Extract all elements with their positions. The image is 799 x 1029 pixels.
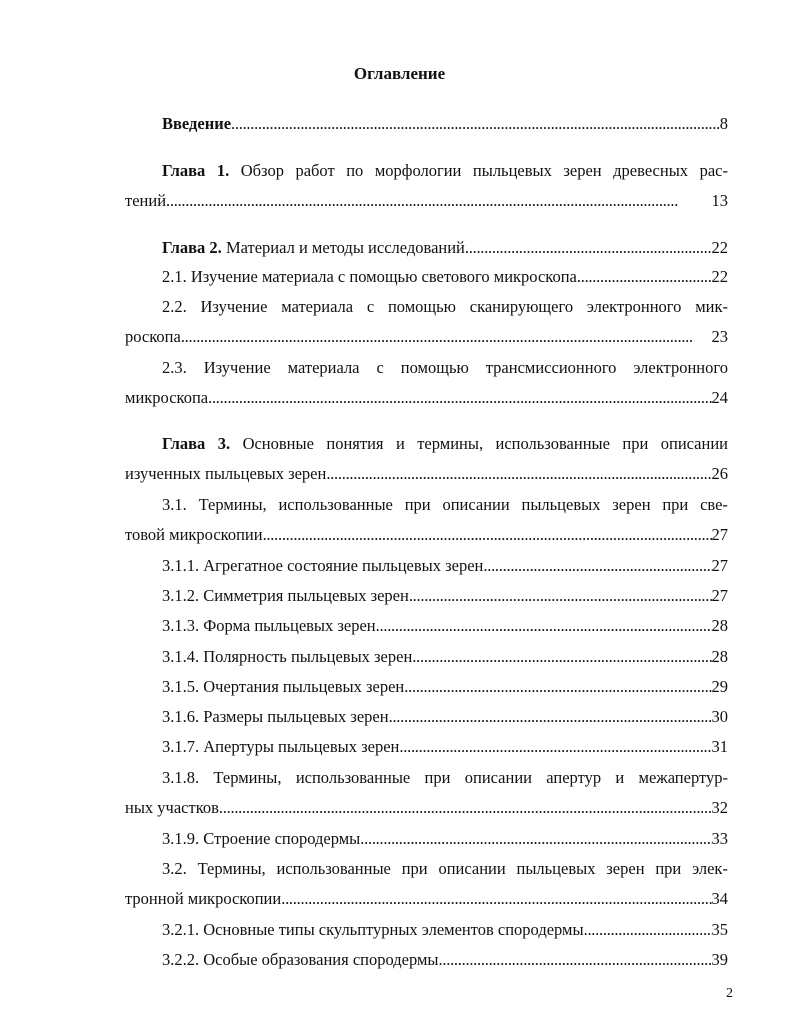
toc-leader bbox=[231, 113, 720, 135]
toc-word: зерен bbox=[606, 859, 645, 878]
toc-entry-3-1-2[interactable] bbox=[125, 585, 728, 607]
toc-word: при bbox=[401, 859, 428, 878]
toc-entry-2-3-line1[interactable] bbox=[162, 357, 728, 379]
toc-entry-2-2-line1[interactable] bbox=[162, 296, 728, 318]
toc-entry-3-2-1[interactable] bbox=[125, 919, 728, 941]
toc-word: понятия bbox=[326, 434, 384, 453]
toc-word: использованные bbox=[495, 434, 610, 453]
toc-entry-3-1-7[interactable] bbox=[125, 736, 728, 758]
toc-entry-ch3-line2[interactable] bbox=[125, 463, 728, 485]
toc-page: 30 bbox=[711, 707, 728, 726]
toc-entry-3-1-6[interactable] bbox=[125, 706, 728, 728]
toc-leader bbox=[465, 237, 712, 259]
toc-word: использованные bbox=[278, 495, 393, 514]
toc-entry-2-2-line2[interactable] bbox=[125, 326, 728, 348]
toc-word: межапертур- bbox=[638, 768, 728, 787]
toc-leader bbox=[219, 797, 712, 819]
toc-word: термины, bbox=[417, 434, 484, 453]
toc-word: при bbox=[662, 495, 689, 514]
toc-chapter-label: Глава 2. bbox=[162, 238, 222, 257]
toc-leader bbox=[181, 326, 712, 348]
toc-word: Термины, bbox=[198, 495, 267, 514]
toc-word: материала bbox=[287, 358, 360, 377]
toc-leader bbox=[166, 190, 711, 212]
toc-text: 3.1.6. Размеры пыльцевых зерен bbox=[162, 707, 389, 726]
toc-word: описании bbox=[442, 495, 510, 514]
toc-leader bbox=[389, 706, 712, 728]
toc-word: при bbox=[424, 768, 451, 787]
toc-leader bbox=[439, 949, 712, 971]
toc-word: и bbox=[395, 434, 405, 453]
toc-word: Глава bbox=[162, 161, 206, 180]
toc-text: 3.1.5. Очертания пыльцевых зерен bbox=[162, 677, 405, 696]
toc-page: 22 bbox=[711, 267, 728, 286]
toc-page: 35 bbox=[711, 920, 728, 939]
toc-word: 1. bbox=[216, 161, 230, 180]
toc-page: 23 bbox=[711, 327, 728, 346]
toc-entry-3-1-3[interactable] bbox=[125, 615, 728, 637]
toc-text: 2.1. Изучение материала с помощью светового микроскопа bbox=[162, 267, 577, 286]
toc-entry-3-2-line1[interactable] bbox=[162, 858, 728, 880]
toc-leader bbox=[399, 736, 711, 758]
toc-word: по bbox=[346, 161, 364, 180]
toc-word: с bbox=[376, 358, 384, 377]
toc-word: работ bbox=[295, 161, 335, 180]
toc-entry-3-1-8-line1[interactable] bbox=[162, 767, 728, 789]
toc-page: 27 bbox=[711, 556, 728, 575]
toc-text: 3.1.1. Агрегатное состояние пыльцевых зерен bbox=[162, 556, 484, 575]
toc-entry-ch1-line1[interactable] bbox=[162, 160, 728, 182]
toc-leader bbox=[263, 524, 712, 546]
toc-leader bbox=[376, 615, 712, 637]
toc-entry-3-1-8-line2[interactable] bbox=[125, 797, 728, 819]
toc-word: электронного bbox=[633, 358, 728, 377]
toc-entry-ch2[interactable] bbox=[125, 237, 728, 259]
toc-page: 29 bbox=[711, 677, 728, 696]
toc-word: сканирующего bbox=[469, 297, 574, 316]
toc-word: с bbox=[366, 297, 375, 316]
toc-word: морфологии bbox=[374, 161, 462, 180]
toc-leader bbox=[281, 888, 711, 910]
toc-label: Введение bbox=[162, 114, 232, 133]
toc-page: 28 bbox=[711, 616, 728, 635]
toc-word: зерен bbox=[612, 495, 651, 514]
toc-entry-3-1-4[interactable] bbox=[125, 646, 728, 668]
toc-text: изученных пыльцевых зерен bbox=[125, 464, 327, 483]
toc-entry-3-1-9[interactable] bbox=[125, 828, 728, 850]
toc-text: 3.2.2. Особые образования спородермы bbox=[162, 950, 439, 969]
toc-word: древесных bbox=[613, 161, 689, 180]
toc-text: роскопа bbox=[125, 327, 181, 346]
toc-text: 3.1.7. Апертуры пыльцевых зерен bbox=[162, 737, 400, 756]
toc-page: 13 bbox=[711, 191, 728, 210]
toc-text: тений bbox=[125, 191, 167, 210]
toc-leader bbox=[360, 828, 711, 850]
toc-entry-3-1-line2[interactable] bbox=[125, 524, 728, 546]
toc-word: апертур bbox=[546, 768, 602, 787]
toc-page: 39 bbox=[711, 950, 728, 969]
toc-word: Глава bbox=[162, 434, 206, 453]
toc-word: Термины, bbox=[197, 859, 266, 878]
toc-word: элек- bbox=[692, 859, 728, 878]
toc-word: све- bbox=[700, 495, 728, 514]
toc-word: при bbox=[655, 859, 682, 878]
toc-word: пыльцевых bbox=[472, 161, 552, 180]
toc-word: описании bbox=[464, 768, 532, 787]
toc-word: рас- bbox=[699, 161, 728, 180]
toc-entry-2-1[interactable] bbox=[125, 266, 728, 288]
toc-entry-3-1-5[interactable] bbox=[125, 676, 728, 698]
toc-word: Изучение bbox=[203, 358, 271, 377]
toc-text: тронной микроскопии bbox=[125, 889, 282, 908]
toc-page: 32 bbox=[711, 798, 728, 817]
toc-leader bbox=[577, 266, 712, 288]
toc-entry-intro[interactable] bbox=[125, 113, 728, 135]
toc-leader bbox=[409, 585, 712, 607]
toc-leader bbox=[208, 387, 711, 409]
toc-text: товой микроскопии bbox=[125, 525, 263, 544]
toc-page: 31 bbox=[711, 737, 728, 756]
toc-page: 24 bbox=[711, 388, 728, 407]
toc-text: 3.2.1. Основные типы скульптурных элементов спородермы bbox=[162, 920, 584, 939]
toc-word: Основные bbox=[242, 434, 314, 453]
toc-entry-2-3-line2[interactable] bbox=[125, 387, 728, 409]
toc-page: 33 bbox=[711, 829, 728, 848]
toc-word: и bbox=[615, 768, 625, 787]
toc-entry-3-1-1[interactable] bbox=[125, 555, 728, 577]
toc-entry-3-1-line1[interactable] bbox=[162, 494, 728, 516]
toc-page: 27 bbox=[711, 525, 728, 544]
toc-word: Обзор bbox=[240, 161, 284, 180]
toc-word: Термины, bbox=[213, 768, 282, 787]
toc-word: использованные bbox=[295, 768, 411, 787]
toc-text: 3.1.4. Полярность пыльцевых зерен bbox=[162, 647, 413, 666]
toc-leader bbox=[404, 676, 711, 698]
toc-word: 3.2. bbox=[162, 859, 187, 878]
toc-page: 34 bbox=[711, 889, 728, 908]
toc-word: пыльцевых bbox=[516, 859, 596, 878]
toc-word: помощью bbox=[387, 297, 456, 316]
toc-word: 2.2. bbox=[162, 297, 187, 316]
toc-text: 3.1.3. Форма пыльцевых зерен bbox=[162, 616, 376, 635]
toc-page: 8 bbox=[719, 114, 728, 133]
toc-word: мик- bbox=[695, 297, 728, 316]
toc-word: описании bbox=[660, 434, 728, 453]
toc-word: Изучение bbox=[200, 297, 268, 316]
toc-word: 3.1. bbox=[162, 495, 187, 514]
toc-word: при bbox=[622, 434, 649, 453]
toc-text: ных участков bbox=[125, 798, 219, 817]
toc-entry-3-2-line2[interactable] bbox=[125, 888, 728, 910]
toc-word: при bbox=[404, 495, 431, 514]
toc-text: 3.1.9. Строение спородермы bbox=[162, 829, 361, 848]
toc-word: описании bbox=[438, 859, 506, 878]
toc-word: материала bbox=[281, 297, 354, 316]
toc-text: микроскопа bbox=[125, 388, 209, 407]
toc-word: трансмиссионного bbox=[485, 358, 617, 377]
toc-word: пыльцевых bbox=[521, 495, 601, 514]
toc-page: 26 bbox=[711, 464, 728, 483]
page-title: Оглавление bbox=[353, 64, 446, 83]
toc-word: 3.1.8. bbox=[162, 768, 200, 787]
toc-page: 28 bbox=[711, 647, 728, 666]
toc-leader bbox=[584, 919, 712, 941]
toc-word: использованные bbox=[276, 859, 391, 878]
toc-page: 27 bbox=[711, 586, 728, 605]
toc-leader bbox=[412, 646, 711, 668]
toc-text: Материал и методы исследований bbox=[225, 238, 465, 257]
toc-entry-ch3-line1[interactable] bbox=[162, 433, 728, 455]
toc-page: 22 bbox=[711, 238, 728, 257]
toc-leader bbox=[483, 555, 711, 577]
toc-word: электронного bbox=[586, 297, 682, 316]
toc-word: зерен bbox=[563, 161, 602, 180]
page-number: 2 bbox=[726, 986, 733, 1001]
toc-word: помощью bbox=[400, 358, 469, 377]
toc-entry-ch1-line2[interactable] bbox=[125, 190, 728, 212]
toc-word: 2.3. bbox=[162, 358, 187, 377]
toc-text: 3.1.2. Симметрия пыльцевых зерен bbox=[162, 586, 409, 605]
toc-leader bbox=[326, 463, 711, 485]
toc-word: 3. bbox=[217, 434, 231, 453]
toc-entry-3-2-2[interactable] bbox=[125, 949, 728, 971]
